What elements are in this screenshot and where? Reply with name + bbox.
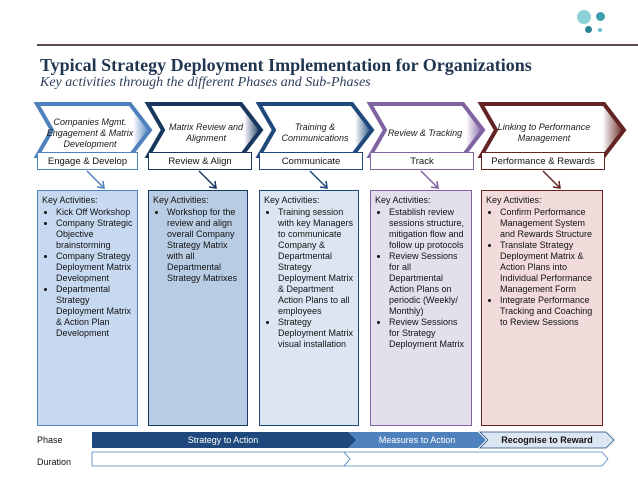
page-title: Typical Strategy Deployment Implementation for Organizations [40,55,532,75]
card-title: Key Activities: [375,195,431,205]
list-item: • Workshop for the review and align overall Company Strategy Matrix with all Departmental Strategy Matrixes [167,207,243,284]
chevron-label-performance: Linking to Performance Management [497,122,591,143]
list-item: • Kick Off Workshop [56,207,133,218]
card-title: Key Activities: [42,195,98,205]
list-item: • Confirm Performance Management System and Rewards Structure [500,207,598,240]
list-item: • Strategy Deployment Matrix visual installation [278,317,354,350]
list-item: • Establish review sessions structure, mitigation flow and follow up protocols [389,207,467,251]
list-item: • Review Sessions for Strategy Deployment Matrix [389,317,467,350]
list-item: • Training session with key Managers to communicate Company & Departmental Strategy Deployment Matrix & Department Action Plans to all employees [278,207,354,317]
list-item: • Integrate Performance Tracking and Coaching to Review Sessions [500,295,598,328]
list-item: • Company Strategy Deployment Matrix Development [56,251,133,284]
chevron-label-communicate: Training & Communications [281,122,349,143]
list-item: • Review Sessions for all Departmental Action Plans on periodic (Weekly/ Monthly) [389,251,467,317]
duration-segment-1 [92,452,350,466]
header-track: Track [370,152,474,170]
chevron-label-track: Review & Tracking [387,127,463,138]
chevron-label-review: Matrix Review and Alignment [168,122,244,143]
header-engage: Engage & Develop [37,152,138,170]
page-subtitle: Key activities through the different Phases and Sub-Phases [40,75,371,90]
phase-label-strategy: Strategy to Action [187,435,259,445]
card-title: Key Activities: [264,195,320,205]
card-title: Key Activities: [486,195,542,205]
phase-row-label: Phase [37,435,63,445]
header-performance: Performance & Rewards [481,152,605,170]
duration-segment-2 [344,452,608,466]
header-communicate: Communicate [259,152,363,170]
list-item: • Company Strategic Objective brainstorming [56,218,133,251]
phase-label-measures: Measures to Action [378,435,456,445]
list-item: • Translate Strategy Deployment Matrix & Action Plans into Individual Performance Management Form [500,240,598,295]
header-review: Review & Align [148,152,252,170]
list-item: • Departmental Strategy Deployment Matrix & Action Plan Development [56,284,133,339]
card-title: Key Activities: [153,195,209,205]
phase-label-recognise: Recognise to Reward [501,435,593,445]
duration-row-label: Duration [37,457,72,467]
chevron-label-engage: Companies Mgmt. Engagement & Matrix Development [46,116,134,149]
